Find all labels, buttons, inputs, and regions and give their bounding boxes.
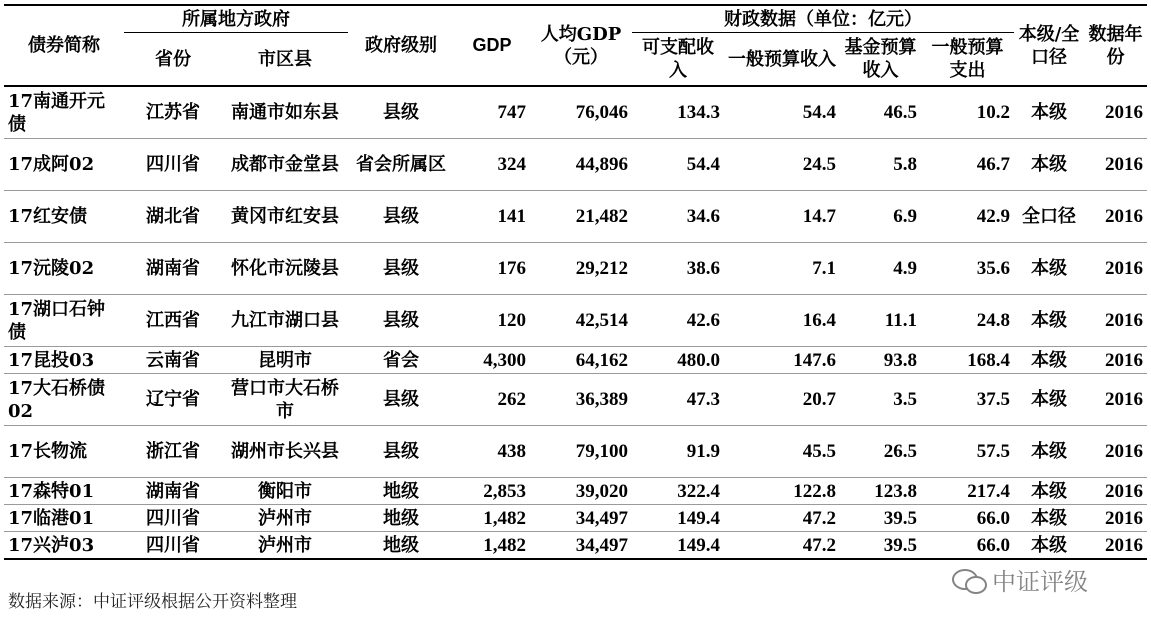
row-scope: 本级 <box>1031 389 1067 410</box>
row-province: 湖南省 <box>146 480 200 502</box>
table-row <box>4 347 1147 374</box>
row-general-budget-income: 54.4 <box>802 102 836 123</box>
row-gov-level: 地级 <box>383 534 419 556</box>
table-row <box>4 426 1147 478</box>
row-city-county: 怀化市沅陵县 <box>231 258 339 279</box>
row-gov-level: 县级 <box>383 258 419 279</box>
row-gdp-per-capita: 39,020 <box>575 480 628 502</box>
row-gdp-per-capita: 64,162 <box>575 349 628 371</box>
row-gov-level: 县级 <box>383 310 419 331</box>
table-row <box>4 505 1147 532</box>
row-gdp-per-capita: 42,514 <box>575 310 628 331</box>
row-data-year: 2016 <box>1105 258 1143 279</box>
row-general-budget-income: 16.4 <box>802 310 836 331</box>
row-general-budget-income: 45.5 <box>802 441 836 462</box>
row-scope: 本级 <box>1031 258 1067 279</box>
row-city-county: 营口市大石桥市 <box>231 377 339 422</box>
row-scope: 本级 <box>1031 441 1067 462</box>
row-province: 四川省 <box>146 534 200 556</box>
row-data-year: 2016 <box>1105 507 1143 529</box>
row-fund-budget-income: 11.1 <box>884 310 917 331</box>
row-gdp: 4,300 <box>483 349 526 371</box>
table-body <box>4 86 1147 559</box>
header-gdp: GDP <box>454 5 530 86</box>
row-bond-name: 17长物流 <box>8 441 88 462</box>
row-disposable-income: 322.4 <box>677 480 720 502</box>
row-general-budget-expenditure: 35.6 <box>976 258 1010 279</box>
row-gov-level: 省会所属区 <box>356 154 446 175</box>
row-disposable-income: 134.3 <box>677 102 720 123</box>
row-bond-name: 17森特01 <box>8 480 95 502</box>
row-disposable-income: 54.4 <box>686 154 720 175</box>
row-general-budget-income: 122.8 <box>793 480 836 502</box>
header-data-year: 数据年份 <box>1084 5 1147 86</box>
table-row <box>4 243 1147 295</box>
row-province: 四川省 <box>146 154 200 175</box>
row-disposable-income: 42.6 <box>686 310 720 331</box>
row-fund-budget-income: 3.5 <box>893 389 917 410</box>
header-bond-name: 债券简称 <box>4 5 124 86</box>
row-fund-budget-income: 4.9 <box>893 258 917 279</box>
header-general-budget-expenditure: 一般预算支出 <box>921 33 1014 87</box>
row-fund-budget-income: 26.5 <box>883 441 917 462</box>
row-gdp: 747 <box>497 102 526 123</box>
row-city-county: 成都市金堂县 <box>231 154 339 175</box>
row-gov-level: 省会 <box>383 349 419 371</box>
header-province: 省份 <box>124 33 222 87</box>
row-general-budget-expenditure: 46.7 <box>976 154 1010 175</box>
row-scope: 全口径 <box>1022 206 1076 227</box>
row-disposable-income: 149.4 <box>677 507 720 529</box>
row-general-budget-income: 47.2 <box>802 507 836 529</box>
row-data-year: 2016 <box>1105 389 1143 410</box>
source-note: 数据来源：中证评级根据公开资料整理 <box>8 592 297 612</box>
row-bond-name: 17沅陵02 <box>8 258 95 279</box>
table-row <box>4 295 1147 347</box>
table-row <box>4 478 1147 505</box>
header-fiscal-data: 财政数据（单位：亿元） <box>632 5 1014 33</box>
row-gdp-per-capita: 34,497 <box>575 534 628 556</box>
row-gdp: 262 <box>497 389 526 410</box>
row-city-county: 湖州市长兴县 <box>231 441 339 462</box>
row-bond-name: 17湖口石钟债 <box>8 298 106 343</box>
row-gdp: 176 <box>497 258 526 279</box>
row-scope: 本级 <box>1031 102 1067 123</box>
row-gdp: 2,853 <box>483 480 526 502</box>
wechat-icon <box>952 567 986 593</box>
header-gov-level: 政府级别 <box>348 5 454 86</box>
row-gdp: 324 <box>497 154 526 175</box>
row-gov-level: 地级 <box>383 480 419 502</box>
row-fund-budget-income: 6.9 <box>893 206 917 227</box>
header-local-gov: 所属地方政府 <box>124 5 348 33</box>
row-scope: 本级 <box>1031 154 1067 175</box>
row-data-year: 2016 <box>1105 310 1143 331</box>
row-scope: 本级 <box>1031 310 1067 331</box>
row-gdp: 1,482 <box>483 534 526 556</box>
row-city-county: 黄冈市红安县 <box>231 206 339 227</box>
bond-fiscal-table <box>4 4 1147 560</box>
row-disposable-income: 38.6 <box>686 258 720 279</box>
row-gov-level: 县级 <box>383 206 419 227</box>
row-gov-level: 县级 <box>383 102 419 123</box>
row-province: 四川省 <box>146 507 200 529</box>
row-general-budget-expenditure: 37.5 <box>976 389 1010 410</box>
header-city-county: 市区县 <box>222 33 348 87</box>
row-city-county: 九江市湖口县 <box>231 310 339 331</box>
row-fund-budget-income: 5.8 <box>893 154 917 175</box>
row-gdp: 141 <box>497 206 526 227</box>
row-gdp-per-capita: 79,100 <box>575 441 628 462</box>
row-general-budget-expenditure: 66.0 <box>976 534 1010 556</box>
row-data-year: 2016 <box>1105 154 1143 175</box>
row-disposable-income: 34.6 <box>686 206 720 227</box>
watermark-text: 中证评级 <box>992 568 1088 596</box>
header-scope: 本级/全口径 <box>1014 5 1084 86</box>
row-gdp-per-capita: 44,896 <box>575 154 628 175</box>
row-scope: 本级 <box>1031 507 1067 529</box>
row-bond-name: 17红安债 <box>8 206 88 227</box>
row-province: 浙江省 <box>146 441 200 462</box>
row-bond-name: 17成阿02 <box>8 154 95 175</box>
row-data-year: 2016 <box>1105 534 1143 556</box>
row-scope: 本级 <box>1031 534 1067 556</box>
watermark <box>952 562 1088 597</box>
row-data-year: 2016 <box>1105 441 1143 462</box>
row-fund-budget-income: 46.5 <box>883 102 917 123</box>
table-row <box>4 86 1147 139</box>
row-gov-level: 地级 <box>383 507 419 529</box>
row-bond-name: 17兴泸03 <box>8 534 95 556</box>
row-bond-name: 17南通开元债 <box>8 90 106 135</box>
row-city-county: 衡阳市 <box>258 480 312 502</box>
row-general-budget-income: 147.6 <box>793 349 836 371</box>
row-province: 云南省 <box>146 349 200 371</box>
row-disposable-income: 91.9 <box>686 441 720 462</box>
row-gdp-per-capita: 21,482 <box>575 206 628 227</box>
row-disposable-income: 480.0 <box>677 349 720 371</box>
row-gdp-per-capita: 76,046 <box>575 102 628 123</box>
row-bond-name: 17昆投03 <box>8 349 95 371</box>
header-disposable-income: 可支配收入 <box>632 33 724 87</box>
row-general-budget-expenditure: 57.5 <box>976 441 1010 462</box>
row-general-budget-expenditure: 217.4 <box>967 480 1010 502</box>
header-fund-budget-income: 基金预算收入 <box>840 33 921 87</box>
row-city-county: 泸州市 <box>258 534 312 556</box>
row-province: 湖南省 <box>146 258 200 279</box>
row-city-county: 泸州市 <box>258 507 312 529</box>
row-gdp-per-capita: 29,212 <box>575 258 628 279</box>
row-province: 江苏省 <box>146 102 200 123</box>
row-bond-name: 17大石桥债02 <box>8 377 106 422</box>
row-province: 湖北省 <box>146 206 200 227</box>
row-province: 江西省 <box>146 310 200 331</box>
row-data-year: 2016 <box>1105 349 1143 371</box>
row-data-year: 2016 <box>1105 480 1143 502</box>
row-gdp-per-capita: 34,497 <box>575 507 628 529</box>
row-fund-budget-income: 39.5 <box>883 534 917 556</box>
table-row <box>4 374 1147 426</box>
row-data-year: 2016 <box>1105 206 1143 227</box>
row-fund-budget-income: 93.8 <box>883 349 917 371</box>
row-general-budget-income: 47.2 <box>802 534 836 556</box>
row-bond-name: 17临港01 <box>8 507 95 529</box>
row-general-budget-expenditure: 10.2 <box>976 102 1010 123</box>
row-province: 辽宁省 <box>146 389 200 410</box>
row-fund-budget-income: 39.5 <box>883 507 917 529</box>
table-row <box>4 139 1147 191</box>
row-gov-level: 县级 <box>383 441 419 462</box>
row-gdp: 1,482 <box>483 507 526 529</box>
row-fund-budget-income: 123.8 <box>874 480 917 502</box>
row-city-county: 南通市如东县 <box>231 102 339 123</box>
header-general-budget-income: 一般预算收入 <box>724 33 840 87</box>
row-general-budget-expenditure: 42.9 <box>976 206 1010 227</box>
row-general-budget-expenditure: 24.8 <box>976 310 1010 331</box>
row-gov-level: 县级 <box>383 389 419 410</box>
row-city-county: 昆明市 <box>258 349 312 371</box>
row-general-budget-income: 7.1 <box>812 258 836 279</box>
row-general-budget-income: 24.5 <box>802 154 836 175</box>
row-scope: 本级 <box>1031 480 1067 502</box>
row-gdp-per-capita: 36,389 <box>575 389 628 410</box>
header-gdp-per-capita: 人均GDP（元） <box>530 5 632 86</box>
row-disposable-income: 149.4 <box>677 534 720 556</box>
row-scope: 本级 <box>1031 349 1067 371</box>
row-general-budget-income: 14.7 <box>802 206 836 227</box>
row-gdp: 120 <box>497 310 526 331</box>
row-data-year: 2016 <box>1105 102 1143 123</box>
row-general-budget-expenditure: 66.0 <box>976 507 1010 529</box>
row-disposable-income: 47.3 <box>686 389 720 410</box>
table-row <box>4 532 1147 560</box>
row-general-budget-expenditure: 168.4 <box>967 349 1010 371</box>
table-row <box>4 191 1147 243</box>
bond-table-container <box>4 4 1147 560</box>
row-general-budget-income: 20.7 <box>802 389 836 410</box>
row-gdp: 438 <box>497 441 526 462</box>
